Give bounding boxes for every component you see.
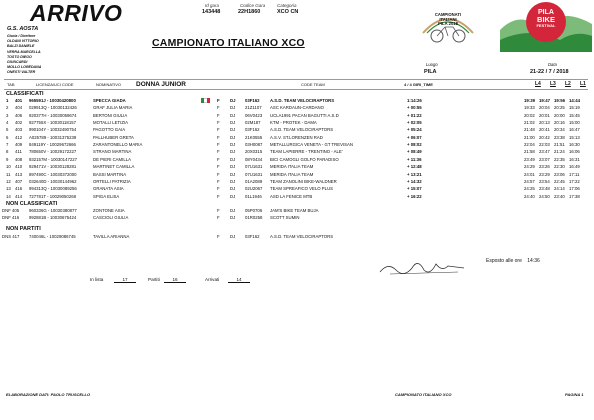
row-licence: 780650V - 10029172227 [29,149,77,155]
row-sex: F [217,164,220,170]
row-lap-time: 23:38 [554,134,565,140]
logo1-line: ITALIANI [439,16,457,22]
row-bib: 412 [15,134,23,140]
page-heading-arrivo: ARRIVO [30,0,123,26]
row-team: TEAM SPREAFICO VELO PLUS [270,186,334,192]
row-lap-time: 23:48 [539,186,550,192]
row-name: ZONTONE ASIA [93,208,125,213]
row-sex: F [217,134,220,140]
row-sex: F [217,208,220,213]
partiti-label: Partiti [148,277,160,282]
row-team-code: 21Z1107 [245,105,262,111]
row-team-code: 03H0087 [245,142,263,148]
data-value: 21-22 / 7 / 2018 [530,69,569,75]
data-label: Data [548,62,557,67]
arrivati-label: Arrivati [205,277,220,282]
col-lap: L2 [565,81,571,87]
race-staff-list [7,34,41,76]
row-name: PALLHUBER GRETA [93,134,134,140]
col-tab: TAB [7,82,15,87]
row-name: ORTELLI PATRIZIA [93,178,131,184]
result-row [0,98,594,105]
row-lap-time: 24:29 [524,164,535,170]
row-licence: 960336G - 10030380877 [29,208,77,213]
staff-member: GIUNCARDI [7,60,28,65]
row-lap-time: 20:16 [554,120,565,126]
row-name: CASCIOLI GIULIA [93,215,129,221]
footer-title: CAMPIONATO ITALIANO XCO [395,392,452,397]
row-licence: 727781T - 10029050268 [29,193,76,199]
row-lap-time: 24:40 [524,193,535,199]
result-row [0,120,594,127]
logo1-line: CAMPIONATI [434,12,462,17]
row-team: TEAM LAPIERRE - TRENTINO - ALE' [270,149,343,155]
row-lap-time: 20:00 [554,112,565,118]
row-lap-time: 20:13 [539,120,550,126]
row-team-code: 05P0706 [245,208,263,213]
row-time: + 12:48 [407,164,422,170]
id-gara-value: 143448 [202,9,221,15]
partiti-value: 16 [164,277,186,283]
row-bib: 413 [15,171,23,177]
result-row [0,164,594,171]
row-team-code: 06V0423 [245,112,263,118]
section-non-partiti: NON PARTITI [6,226,41,232]
row-position: 2 [6,105,9,111]
row-position: 4 [6,120,9,126]
row-category: DJ [230,178,236,184]
row-lap-time: 20:42 [539,134,550,140]
row-bib: 409 [15,142,23,148]
row-sex: F [217,215,220,221]
row-team: SCOTT SUMIN [270,215,300,221]
row-team: KTM - PROTEK - DAMA [270,120,317,126]
row-team: METALLURGICA VENETA - GT TREVISAN [270,142,354,148]
row-lap-time: 22:30 [554,164,565,170]
row-team-code: 07U1631 [245,171,263,177]
row-lap-time: 16:31 [569,156,580,162]
row-lap-time: 20:02 [524,112,535,118]
row-lap-time: 23:26 [539,164,550,170]
row-name: SPECCA GIADA [93,98,126,103]
row-lap-time: 20:25 [554,105,565,111]
row-time: + 11:36 [407,156,422,162]
col-nominativo: NOMINATIVO [96,82,122,87]
result-row [0,157,594,164]
result-row [0,186,594,193]
row-lap-time: 23:49 [524,156,535,162]
row-lap-time: 19:39 [524,98,535,103]
footer-credits: ELABORAZIONE DATI: PAOLO TRUSCELLO [6,392,91,397]
esposto-block [486,258,540,264]
row-licence: 932157M - 10030147227 [29,156,78,162]
result-row [0,127,594,134]
result-row [0,135,594,142]
col-lap: L3 [550,81,556,87]
row-category: DJ [230,105,236,111]
row-lap-time: 23:29 [539,171,550,177]
row-time: + 05:24 [407,127,422,133]
row-team: MERIDA ITALIA TEAM [270,164,314,170]
row-team-code: 07U1631 [245,164,263,170]
row-team: A.S.D. TEAM VELOCIRAPTORS [270,127,334,133]
row-team-code: 02U2067 [245,186,263,192]
row-lap-time: 17:22 [569,178,580,184]
row-team: A.S.V. ST.LORENZEN RAD [270,134,323,140]
row-position: 7 [6,142,9,148]
row-lap-time: 20:04 [539,105,550,111]
row-lap-time: 14:44 [569,98,580,103]
row-lap-time: 22:04 [524,142,535,148]
row-team: MERIDA ITALIA TEAM [270,171,314,177]
result-row [0,172,594,179]
section-non-classificati: NON CLASSIFICATI [6,201,58,207]
row-lap-time: 17:06 [569,186,580,192]
row-team-code: 02M187 [245,120,261,126]
row-time: + 16:22 [407,193,422,199]
row-sex: F [217,105,220,111]
row-sex: F [217,98,220,103]
italy-flag-icon [201,98,210,103]
row-category: DJ [230,142,236,148]
row-team-code: 01A2089 [245,178,263,184]
row-lap-time: 21:24 [554,149,565,155]
col-licenza: LICENZA/UCI CODE [36,82,74,87]
row-team-code: 20X0315 [245,149,263,155]
row-position: 3 [6,112,9,118]
col-giri: 4 / 4 GIRI_TIME [404,82,433,87]
row-bib: 403 [15,127,23,133]
row-name: GRANATA ASIA [93,186,124,192]
row-lap-time: 23:47 [539,149,550,155]
row-licence: 990104Y - 10032490754 [29,127,77,133]
row-sex: F [217,156,220,162]
row-licence: 032640D - 10030144962 [29,178,77,184]
logo1-line: PILA 2018 [438,21,458,27]
row-position: 13 [6,186,11,192]
row-team-code: 03F162 [245,234,260,239]
categoria-label: Categoria [277,3,297,8]
row-name: STRANO MARTINA [93,149,132,155]
logo2-line: PILA [538,9,554,16]
row-time: + 08:02 [407,142,422,148]
row-time: + 06:07 [407,134,422,140]
row-team: BICI CAMOGLI GOLFO PARADISO [270,156,339,162]
row-lap-time: 23:54 [539,178,550,184]
row-lap-time: 19:47 [539,98,550,103]
row-team: ASC KARDAUN-CARDANO [270,105,324,111]
organizing-club: G.S. AOSTA [7,26,39,32]
staff-title: Giuria / Direttore [7,34,36,38]
row-lap-time: 20:34 [554,127,565,133]
row-lap-time: 24:50 [539,193,550,199]
row-lap-time: 16:30 [569,142,580,148]
row-team: A.S.D. TEAM VELOCIRAPTORS [270,234,334,239]
row-category: DJ [230,164,236,170]
row-team-code: 01L1946 [245,193,262,199]
row-lap-time: 20:41 [539,127,550,133]
row-lap-time: 21:58 [524,149,535,155]
row-team: UCLA1991 PACAN BAGUTTI A.S.D [270,112,339,118]
row-lap-time: 15:45 [569,112,580,118]
row-licence: A025789 - 10031375239 [29,134,77,140]
row-lap-time: 20:01 [539,112,550,118]
in-lista-label: In lista [90,277,104,282]
row-bib: 402 [15,120,23,126]
row-bib: DNF 405 [2,208,20,213]
staff-member: VERRA MARCELLA [7,49,41,54]
row-lap-time: 17:38 [569,193,580,199]
row-lap-time: 19:56 [554,98,565,103]
result-row [0,142,594,149]
row-sex: F [217,178,220,184]
result-row [0,194,594,201]
esposto-label: Esposto alle ore [486,258,522,264]
esposto-time: 14:36 [527,258,540,264]
col-lap: L4 [535,81,541,87]
section-classificati: CLASSIFICATI [6,91,44,97]
row-lap-time: 24:01 [524,171,535,177]
row-team-code: 01R0258 [245,215,263,221]
row-name: MOTALLI LETIZIA [93,120,129,126]
row-time: + 08:49 [407,149,422,155]
row-position: 11 [6,171,11,177]
row-lap-time: 23:07 [539,156,550,162]
logo2-line: FESTIVAL [536,23,556,28]
row-category: DJ [230,193,236,199]
row-sex: F [217,120,220,126]
row-lap-time: 24:25 [524,186,535,192]
row-name: TAVILLA ARIANNA [93,234,130,239]
column-header-bar [4,79,588,90]
row-position: 10 [6,164,11,170]
row-category: DJ [230,234,236,239]
result-row [0,149,594,156]
row-licence: 029913Q - 10030132426 [29,105,77,111]
row-licence: 920377H - 10030059674 [29,112,77,118]
row-lap-time: 16:47 [569,127,580,133]
row-time: + 14:32 [407,178,422,184]
categoria-value: XCO CN [277,9,299,15]
row-name: MARTINET CAMILLA [93,164,135,170]
row-position: 8 [6,149,9,155]
col-category: DONNA JUNIOR [136,80,186,88]
result-row [0,215,594,222]
row-category: DJ [230,186,236,192]
row-bib: 416 [15,186,23,192]
row-licence: 992881B - 10030675424 [29,215,77,221]
row-lap-time: 23:06 [554,171,565,177]
id-gara-label: Id gara [205,3,220,8]
row-sex: F [217,234,220,239]
row-category: DJ [230,98,236,103]
row-lap-time: 22:45 [554,178,565,184]
row-bib: DNF 416 [2,215,20,221]
row-position: 5 [6,127,9,133]
row-category: DJ [230,134,236,140]
row-licence: 897490C - 10030372000 [29,171,77,177]
row-licence: 849119Y - 10029672666 [29,142,76,148]
row-position: 12 [6,178,11,184]
luogo-value: PILA [424,69,437,75]
staff-member: BALZI DANIELE [7,44,35,49]
row-category: DJ [230,149,236,155]
row-time: + 15:07 [407,186,422,192]
row-team: ASD LA FENICE MTB [270,193,313,199]
row-licence: 740046L - 10029086745 [29,234,76,239]
row-team: TEAM ZANOLINI BIKE-WALDNER [270,178,337,184]
row-team-code: 21K0555 [245,134,263,140]
staff-member: OLDANI VITTORIO [7,39,39,44]
row-name: BERTONI GIULIA [93,112,128,118]
row-position: 9 [6,156,9,162]
row-time: + 13:21 [407,171,422,177]
row-name: ZARANTONELLO MARIA [93,142,143,148]
row-category: DJ [230,171,236,177]
row-team-code: 08Y0434 [245,156,263,162]
staff-member: MOLLO LOREDANA [7,65,42,70]
arrivati-value: 14 [228,277,250,283]
row-lap-time: 24:57 [524,178,535,184]
row-bib: 407 [15,178,23,184]
row-lap-time: 16:49 [569,164,580,170]
row-sex: F [217,149,220,155]
row-position: 14 [6,193,11,199]
row-bib: 411 [15,149,22,155]
row-lap-time: 17:11 [569,171,580,177]
row-lap-time: 21:48 [524,127,535,133]
row-name: DE PIERI CAMILLA [93,156,131,162]
row-time: + 01:22 [407,112,422,118]
row-sex: F [217,193,220,199]
row-lap-time: 15:19 [569,105,580,111]
row-bib: 404 [15,105,23,111]
row-sex: F [217,171,220,177]
row-lap-time: 16:06 [569,149,580,155]
row-licence: 965591J - 10030420800 [29,98,76,103]
row-category: DJ [230,208,236,213]
row-lap-time: 22:03 [539,142,550,148]
result-row [0,105,594,112]
row-lap-time: 21:00 [524,134,535,140]
row-sex: F [217,112,220,118]
row-lap-time: 21:51 [554,142,565,148]
row-bib: DNS 417 [2,234,20,239]
result-row [0,113,594,120]
row-name: GRAF JULIA MARIA [93,105,133,111]
result-row [0,179,594,186]
row-team: A.S.D. TEAM VELOCIRAPTORS [270,98,335,103]
row-sex: F [217,127,220,133]
row-position: 1 [6,98,9,103]
row-category: DJ [230,215,236,221]
result-row [0,234,594,241]
logo2-line: BIKE [537,15,555,24]
col-code-team: CODE TEAM [301,82,325,87]
row-bib: 401 [15,98,23,103]
championship-title: CAMPIONATO ITALIANO XCO [152,37,305,49]
col-lap: L1 [580,81,586,87]
campionati-italiani-logo [417,3,479,49]
luogo-label: Luogo [426,62,438,67]
row-name: BASSI MARTINA [93,171,127,177]
row-licence: 994313Q - 10030089256 [29,186,77,192]
row-bib: 408 [15,156,23,162]
result-row [0,208,594,215]
row-position: 6 [6,134,9,140]
row-name: SPIGA ELISA [93,193,120,199]
row-lap-time: 24:14 [554,186,565,192]
row-lap-time: 23:40 [554,193,565,199]
staff-member: TOSTO DIEGO [7,54,32,59]
row-category: DJ [230,127,236,133]
row-lap-time: 22:35 [554,156,565,162]
row-bib: 410 [15,164,23,170]
row-lap-time: 15:13 [569,134,580,140]
pila-bike-festival-logo [500,0,592,52]
codice-gara-label: Codice Gara [240,3,266,8]
judge-signature [378,252,468,287]
row-team-code: 03F162 [245,127,260,133]
codice-gara-value: 22H1860 [238,9,261,15]
row-time: 1:14:26 [407,98,422,103]
row-category: DJ [230,112,236,118]
footer-page: PAGINA 1 [565,392,584,397]
in-lista-value: 17 [114,277,136,283]
staff-member: ONESTI VALTER [7,70,36,75]
row-time: + 02:05 [407,120,422,126]
row-time: + 00:55 [407,105,422,111]
row-team-code: 03F162 [245,98,260,103]
row-licence: 929471V - 10030128281 [29,164,77,170]
row-lap-time: 15:00 [569,120,580,126]
row-category: DJ [230,156,236,162]
row-lap-time: 19:33 [524,105,535,111]
row-licence: 927755X - 10030118157 [29,120,76,126]
row-sex: F [217,142,220,148]
row-name: PAGOTTO GAIA [93,127,126,133]
row-team: JAM'S BIKE TEAM BUJA [270,208,319,213]
row-sex: F [217,186,220,192]
row-category: DJ [230,120,236,126]
row-lap-time: 21:02 [524,120,535,126]
row-bib: 414 [15,193,23,199]
row-bib: 406 [15,112,23,118]
